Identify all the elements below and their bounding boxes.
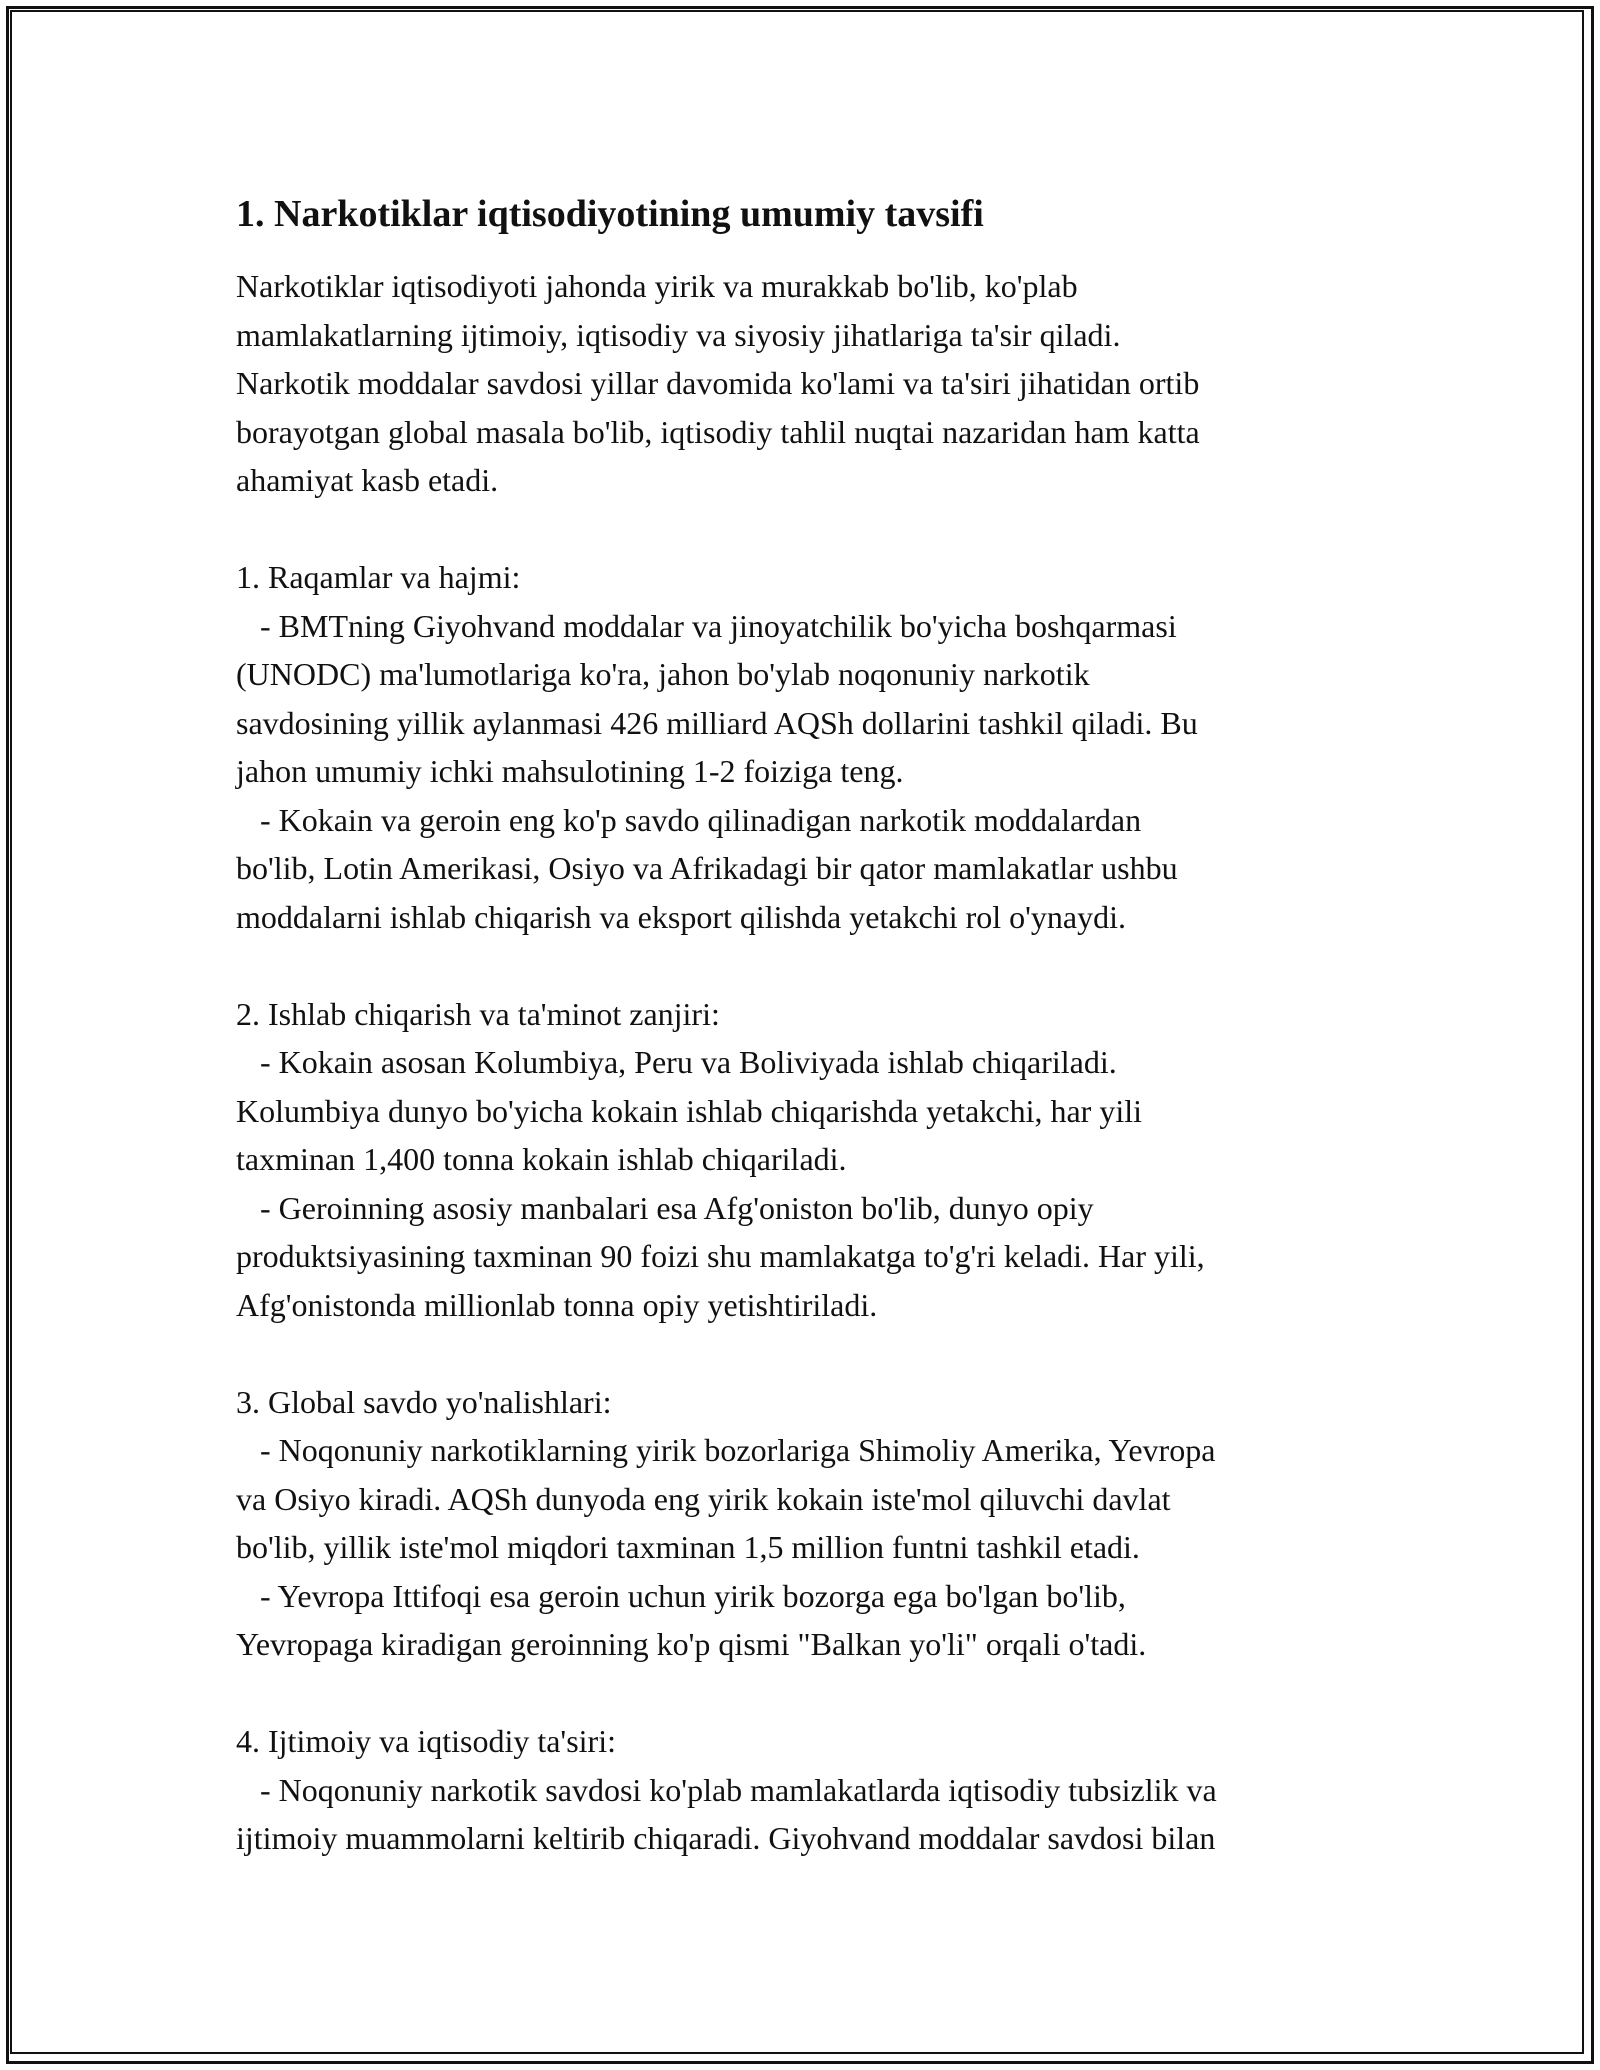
text-line: va Osiyo kiradi. AQSh dunyoda eng yirik kokain iste'mol qiluvchi davlat — [236, 1480, 1171, 1517]
section-heading: 2. Ishlab chiqarish va ta'minot zanjiri: — [236, 995, 720, 1032]
text-line: (UNODC) ma'lumotlariga ko'ra, jahon bo'ylab noqonuniy narkotik — [236, 656, 1090, 692]
text-line: - Noqonuniy narkotiklarning yirik bozorlariga Shimoliy Amerika, Yevropa — [236, 1432, 1216, 1468]
text-line: - Noqonuniy narkotik savdosi ko'plab mamlakatlarda iqtisodiy tubsizlik va — [236, 1771, 1217, 1808]
document-body — [236, 190, 1386, 1863]
text-line: - Kokain asosan Kolumbiya, Peru va Boliviyada ishlab chiqariladi. — [236, 1044, 1117, 1080]
paragraph-gap — [236, 941, 1386, 990]
text-line: bo'lib, yillik iste'mol miqdori taxminan 1,5 million funtni tashkil etadi. — [236, 1529, 1140, 1565]
paragraph-gap — [236, 1329, 1386, 1378]
text-line: mamlakatlarning ijtimoiy, iqtisodiy va siyosiy jihatlariga ta'sir qiladi. — [236, 316, 1121, 353]
text-line: bo'lib, Lotin Amerikasi, Osiyo va Afrikadagi bir qator mamlakatlar ushbu — [236, 850, 1178, 886]
text-line: produktsiyasining taxminan 90 foizi shu mamlakatga to'g'ri keladi. Har yili, — [236, 1238, 1205, 1274]
intro-paragraph — [236, 262, 1386, 505]
text-line: Narkotik moddalar savdosi yillar davomida ko'lami va ta'siri jihatidan ortib — [236, 365, 1200, 401]
section-social-economic-impact — [236, 1717, 1386, 1863]
text-line: Kolumbiya dunyo bo'yicha kokain ishlab chiqarishda yetakchi, har yili — [236, 1092, 1142, 1129]
section-heading: 3. Global savdo yo'nalishlari: — [236, 1383, 612, 1420]
text-line: Narkotiklar iqtisodiyoti jahonda yirik va murakkab bo'lib, ko'plab — [236, 268, 1078, 304]
document-title: 1. Narkotiklar iqtisodiyotining umumiy tavsifi — [236, 193, 984, 235]
section-production-supply — [236, 990, 1386, 1330]
paragraph-gap — [236, 1669, 1386, 1718]
text-line: ijtimoiy muammolarni keltirib chiqaradi. Giyohvand moddalar savdosi bilan — [236, 1820, 1216, 1856]
text-line: moddalarni ishlab chiqarish va eksport qilishda yetakchi rol o'ynaydi. — [236, 898, 1126, 935]
text-line: - Kokain va geroin eng ko'p savdo qilinadigan narkotik moddalardan — [236, 801, 1142, 838]
text-line: ahamiyat kasb etadi. — [236, 462, 499, 498]
section-heading: 1. Raqamlar va hajmi: — [236, 559, 521, 595]
paragraph-gap — [236, 505, 1386, 554]
text-line: Yevropaga kiradigan geroinning ko'p qismi "Balkan yo'li" orqali o'tadi. — [236, 1626, 1147, 1662]
text-line: Afg'onistonda millionlab tonna opiy yetishtiriladi. — [236, 1286, 878, 1323]
text-line: - Yevropa Ittifoqi esa geroin uchun yirik bozorga ega bo'lgan bo'lib, — [236, 1577, 1126, 1614]
text-line: savdosining yillik aylanmasi 426 milliard AQSh dollarini tashkil qiladi. Bu — [236, 704, 1198, 741]
section-heading: 4. Ijtimoiy va iqtisodiy ta'siri: — [236, 1723, 616, 1759]
section-numbers-volume — [236, 553, 1386, 941]
text-line: borayotgan global masala bo'lib, iqtisodiy tahlil nuqtai nazaridan ham katta — [236, 413, 1200, 450]
text-line: - BMTning Giyohvand moddalar va jinoyatchilik bo'yicha boshqarmasi — [236, 607, 1177, 644]
text-line: jahon umumiy ichki mahsulotining 1-2 foiziga teng. — [236, 753, 904, 789]
text-line: - Geroinning asosiy manbalari esa Afg'oniston bo'lib, dunyo opiy — [236, 1189, 1094, 1226]
text-line: taxminan 1,400 tonna kokain ishlab chiqariladi. — [236, 1141, 847, 1177]
section-global-trade — [236, 1378, 1386, 1669]
